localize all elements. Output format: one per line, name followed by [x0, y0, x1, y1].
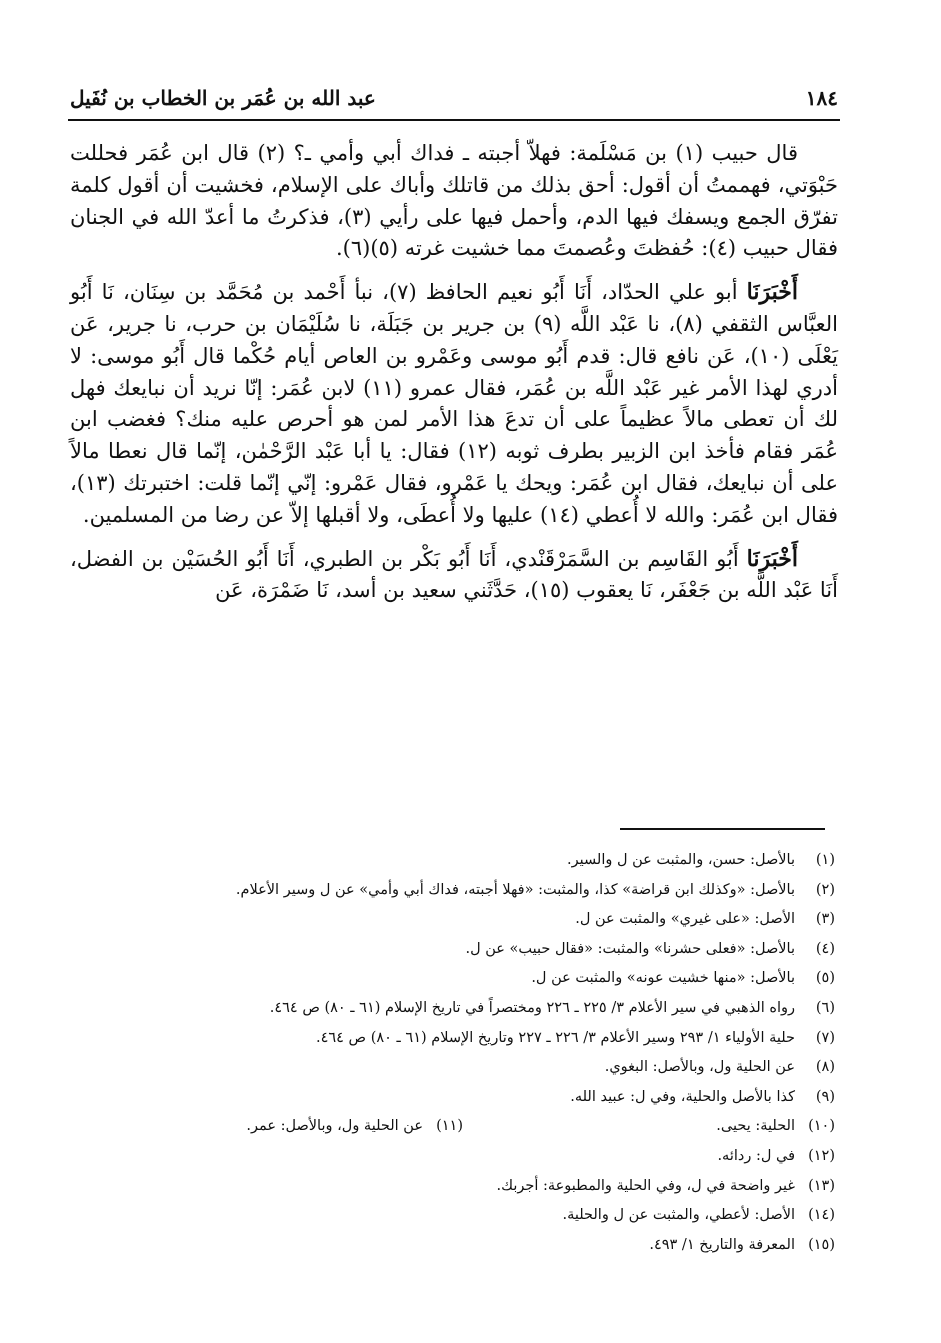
footnote-text: حلية الأولياء ١/ ٢٩٣ وسير الأعلام ٣/ ٢٢٦ ـ ٢٢٧ وتاريخ الإسلام (٦١ ـ ٨٠) ص ٤٦٤.	[315, 1029, 795, 1046]
footnote-text: غير واضحة في ل، وفي الحلية والمطبوعة: أجربك.	[496, 1177, 795, 1194]
footnote-text: رواه الذهبي في سير الأعلام ٣/ ٢٢٥ ـ ٢٢٦ ومختصراً في تاريخ الإسلام (٦١ ـ ٨٠) ص ٤٦٤.	[269, 999, 795, 1016]
footnote	[90, 964, 835, 994]
footnote-number: (١٢)	[808, 1147, 835, 1164]
footnote-number: (١١)	[436, 1118, 463, 1135]
paragraph-text: أَبُو القَاسِم بن السَّمَرْقَنْدي، أَنَا أَبُو بَكْر بن الطبري، أَنَا أَبُو الحُسَيْن بن الفضل، أَنَا عَبْد اللَّه بن جَعْفَر، نَا يعقوب (١٥)، حَدَّثَني سعيد بن أسد، نَا ضَمْرَة، عَن	[70, 546, 838, 603]
footnote-number: (٥)	[815, 970, 835, 987]
footnote-number: (١٤)	[808, 1207, 835, 1224]
footnote-number: (٣)	[815, 911, 835, 928]
footnote-text: المعرفة والتاريخ ١/ ٤٩٣.	[649, 1236, 795, 1253]
paragraph-lead: أَخْبَرَنَا	[746, 545, 798, 572]
footnote-number: (١٣)	[808, 1177, 835, 1194]
footnote-text: عن الحلية ول، وبالأصل: عمر.	[246, 1118, 423, 1135]
footnote	[90, 846, 835, 876]
footnote-text: بالأصل: «منها خشيت عونه» والمثبت عن ل.	[531, 970, 795, 987]
footnotes	[90, 846, 835, 1260]
running-title: عبد الله بن عُمَر بن الخطاب بن نُفَيل	[70, 86, 376, 110]
footnote	[463, 1112, 835, 1142]
footnote-text: بالأصل: «فعلى حشرنا» والمثبت: «فقال حبيب» عن ل.	[465, 940, 795, 957]
footnote	[90, 1231, 835, 1261]
paragraph	[70, 544, 838, 608]
footnote-number: (٢)	[815, 881, 835, 898]
footnote	[90, 905, 835, 935]
page-number: ١٨٤	[805, 86, 838, 110]
page-header	[70, 78, 838, 118]
paragraph-text: أبو علي الحدّاد، أَنَا أَبُو نعيم الحافظ (٧)، نبأ أَحْمد بن مُحَمَّد بن سِنَان، نَا أَبُو العبَّاس الثقفي (٨)، نا عَبْد اللَّه (٩) بن جرير بن جَبَلَة، نا سُلَيْمَان بن حرب، نا جرير، عَن يَعْلَى (١٠)، عَن نافع قال: قدم أَبُو موسى وعَمْرو بن العاص أيام حُكْما قال أَبُو موسى: لا أدري لهذا الأمر غير عَبْد اللَّه بن عُمَر، فقال عمرو (١١) لابن عُمَر: إنّا نريد أن نبايعك فهل لك أن تعطى مالاً عظيماً على أن تدعَ هذا الأمر لمن هو أحرص عليه منك؟ فغضب ابن عُمَر فقام فأخذ ابن الزبير بطرف ثوبه (١٢) فقال: يا أبا عَبْد الرَّحْمٰن، إنّما قال نعطا مالاً على أن نبايعك، فقال ابن عُمَر: ويحك يا عَمْرو، فقال عَمْرو: إنّي إنّما قلت: اختبرتك (١٣)، فقال ابن عُمَر: والله لا أُعطي (١٤) عليها ولا أُعطَى، ولا أقبلها إلاّ عن رضا من المسلمين.	[70, 280, 838, 527]
footnote-text: الأصل: «على غيري» والمثبت عن ل.	[575, 911, 795, 928]
footnote	[90, 876, 835, 906]
paragraph	[70, 138, 838, 265]
footnote-text: الأصل: لأعطي، والمثبت عن ل والحلية.	[562, 1207, 795, 1224]
paragraph	[70, 277, 838, 531]
footnote	[90, 1142, 835, 1172]
footnote-text: الحلية: يحيى.	[716, 1118, 795, 1135]
footnote-text: بالأصل: حسن، والمثبت عن ل والسير.	[567, 852, 795, 868]
footnote	[90, 935, 835, 965]
footnote-number: (٦)	[815, 999, 835, 1016]
paragraph-text: قال حبيب (١) بن مَسْلَمة: فهلاّ أجبته ـ فداك أبي وأمي ـ؟ (٢) قال ابن عُمَر فحللت حَبْوَتي، فهممتُ أن أقول: أحق بذلك من قاتلك وأباك على الإسلام، فخشيت أن أقول كلمة تفرّق الجمع ويسفك فيها الدم، وأحمل فيها على رأيي (٣)، فذكرتُ ما أعدّ الله في الجنان فقال حبيب (٤): حُفظتَ وعُصمتَ مما خشيت غرته (٥)(٦).	[70, 141, 838, 261]
footnote-number: (١)	[815, 852, 835, 868]
footnote-number: (١٥)	[808, 1236, 835, 1253]
footnote-number: (٩)	[815, 1088, 835, 1105]
footnote-rule	[620, 828, 825, 830]
footnote-number: (١٠)	[808, 1118, 835, 1135]
footnote-pair	[90, 1112, 835, 1142]
footnote	[91, 1112, 463, 1142]
footnote-text: كذا بالأصل والحلية، وفي ل: عبيد الله.	[570, 1088, 795, 1105]
footnote-text: في ل: ردائه.	[717, 1147, 795, 1164]
footnote-number: (٧)	[815, 1029, 835, 1046]
footnote-number: (٤)	[815, 940, 835, 957]
footnote	[90, 1172, 835, 1202]
paragraph-lead: أَخْبَرَنَا	[746, 279, 798, 306]
main-text	[70, 138, 838, 619]
footnote	[90, 1083, 835, 1113]
header-rule	[68, 119, 840, 121]
footnote	[90, 1053, 835, 1083]
footnote-text: بالأصل: «وكذلك ابن قراضة» كذا، والمثبت: «فهلا أجبته، فداك أبي وأمي» عن ل وسير الأعلام.	[235, 881, 795, 898]
footnote	[90, 1024, 835, 1054]
footnote	[90, 1201, 835, 1231]
footnote-text: عن الحلية ول، وبالأصل: البغوي.	[604, 1059, 795, 1076]
footnote-number: (٨)	[815, 1059, 835, 1076]
footnote	[90, 994, 835, 1024]
